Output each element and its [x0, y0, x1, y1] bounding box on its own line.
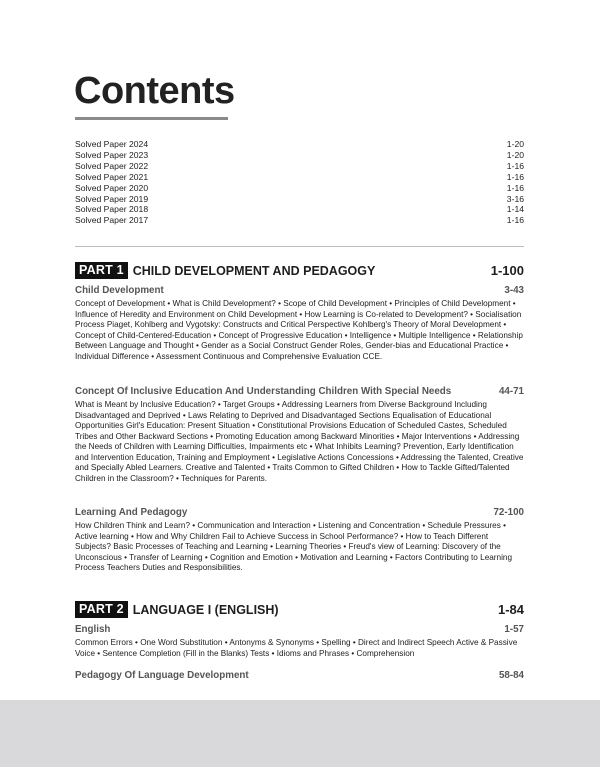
chapter-heading[interactable]: [75, 386, 524, 397]
solved-paper-label: Solved Paper 2017: [75, 215, 149, 226]
solved-paper-label: Solved Paper 2021: [75, 171, 149, 182]
chapter-pages: 44-71: [498, 386, 524, 397]
chapter-pages: 3-43: [504, 285, 524, 296]
list-item[interactable]: [75, 161, 524, 172]
chapter-title: English: [75, 624, 111, 635]
chapter-entry: [75, 386, 524, 484]
list-item[interactable]: [75, 139, 524, 150]
chapter-entry: [75, 624, 524, 659]
solved-paper-pages: 1-16: [506, 182, 524, 193]
solved-paper-label: Solved Paper 2023: [75, 149, 149, 160]
chapter-topics: Common Errors • One Word Substitution • Antonyms & Synonyms • Spelling • Direct and Indirect Speech Active & Passive Voice • Sentence Completion (Fill in the Blanks) Tests • Idioms and Phrases • Comprehension: [75, 638, 518, 658]
chapter-topics: How Children Think and Learn? • Communication and Interaction • Listening and Concentration • Schedule Pressures • Active learning • How and Why Children Fail to Achieve Success in School Performance? • How to Teach Different Subjects? Basic Processes of Teaching and Learning • Learning Theories • Freud's view of Learning: Discovery of the Unconscious • Transfer of Learning • Cognition and Emotion • Motivation and Learning • Factors Contributing to Learning Process Teachers Duties and Responsibilities.: [75, 521, 513, 572]
chapter-heading[interactable]: [75, 670, 524, 681]
solved-paper-label: Solved Paper 2019: [75, 193, 149, 204]
chapter-title: Concept Of Inclusive Education And Understanding Children With Special Needs: [75, 386, 452, 397]
chapter-title: Pedagogy Of Language Development: [75, 670, 249, 681]
list-item[interactable]: [75, 204, 524, 215]
part-page-range: 1-100: [490, 263, 524, 278]
chapter-title: Learning And Pedagogy: [75, 507, 188, 518]
list-item[interactable]: [75, 150, 524, 161]
chapter-topics: Concept of Development • What is Child Development? • Scope of Child Development • Principles of Child Development • Influence of Heredity and Environment on Child Development • How Learning is Co-related to Development? • Socialisation Process Piaget, Kohlberg and Vygotsky: Constructs and Critical Perspective Kohlberg's Theory of Moral Development • Concept of Child-Centered-Education • Concept of Progressive Education • Intelligence • Multiple Intelligence • Relationship Between Language and Thought • Gender as a Social Construct Gender Roles, Gender-bias and Educational Practice • Individual Difference • Assessment Continuous and Comprehensive Evaluation CCE.: [75, 299, 523, 361]
chapter-heading[interactable]: [75, 285, 524, 296]
chapter-heading[interactable]: [75, 507, 524, 518]
solved-paper-pages: 3-16: [506, 193, 524, 204]
list-item[interactable]: [75, 215, 524, 226]
chapter-pages: 1-57: [504, 624, 524, 635]
chapter-entry: [75, 285, 524, 362]
divider: [75, 246, 524, 247]
solved-paper-label: Solved Paper 2024: [75, 139, 149, 149]
solved-paper-label: Solved Paper 2020: [75, 182, 149, 193]
part-title: LANGUAGE I (ENGLISH): [132, 602, 279, 617]
solved-paper-label: Solved Paper 2022: [75, 160, 149, 171]
title-underline: [75, 117, 228, 120]
chapter-title: Child Development: [75, 285, 164, 296]
list-item[interactable]: [75, 183, 524, 194]
solved-paper-pages: 1-14: [506, 204, 524, 215]
part-1-heading: [75, 262, 524, 279]
chapter-pages: 72-100: [493, 507, 524, 518]
chapter-heading[interactable]: [75, 624, 524, 635]
solved-paper-pages: 1-16: [506, 171, 524, 182]
solved-paper-pages: 1-16: [506, 160, 524, 171]
part-badge: PART 2: [75, 601, 128, 618]
part-title: CHILD DEVELOPMENT AND PEDAGOGY: [132, 263, 376, 278]
part-badge: PART 1: [75, 262, 128, 279]
solved-paper-label: Solved Paper 2018: [75, 204, 149, 215]
chapter-topics: What is Meant by Inclusive Education? • Target Groups • Addressing Learners from Diverse Background Including Disadvantaged and Deprived • Laws Relating to Deprived and Disadvantaged Sections Equalisation of Educational Opportunities Girl's Education: Present Situation • Constitutional Provisions Education of Scheduled Castes, Scheduled Tribes and Other Backward Sections • Promoting Education among Backward Minorities • Major Interventions • Addressing the Needs of Children with Learning Difficulties, Impairments etc • What Inhibits Learning? Prevention, Early Identification and Intervention Education, Training and Employment • Legislative Actions Concessions • Addressing the Talented, Creative and Specially Abled Learners. Creative and Talented • Traits Common to Gifted Children • How to Tackle Gifted/Talented Children in the Classroom? • Techniques for Parents.: [75, 400, 524, 483]
part-page-range: 1-84: [497, 602, 524, 617]
chapter-entry: [75, 670, 524, 681]
list-item[interactable]: [75, 172, 524, 183]
solved-paper-pages: 1-20: [506, 139, 524, 149]
list-item[interactable]: [75, 194, 524, 205]
solved-paper-pages: 1-20: [506, 149, 524, 160]
chapter-pages: 58-84: [498, 670, 524, 681]
solved-papers-list: [75, 139, 524, 226]
chapter-entry: [75, 507, 524, 574]
solved-paper-pages: 1-16: [506, 215, 524, 226]
part-2-heading: [75, 601, 524, 618]
page-title: Contents: [74, 70, 235, 112]
